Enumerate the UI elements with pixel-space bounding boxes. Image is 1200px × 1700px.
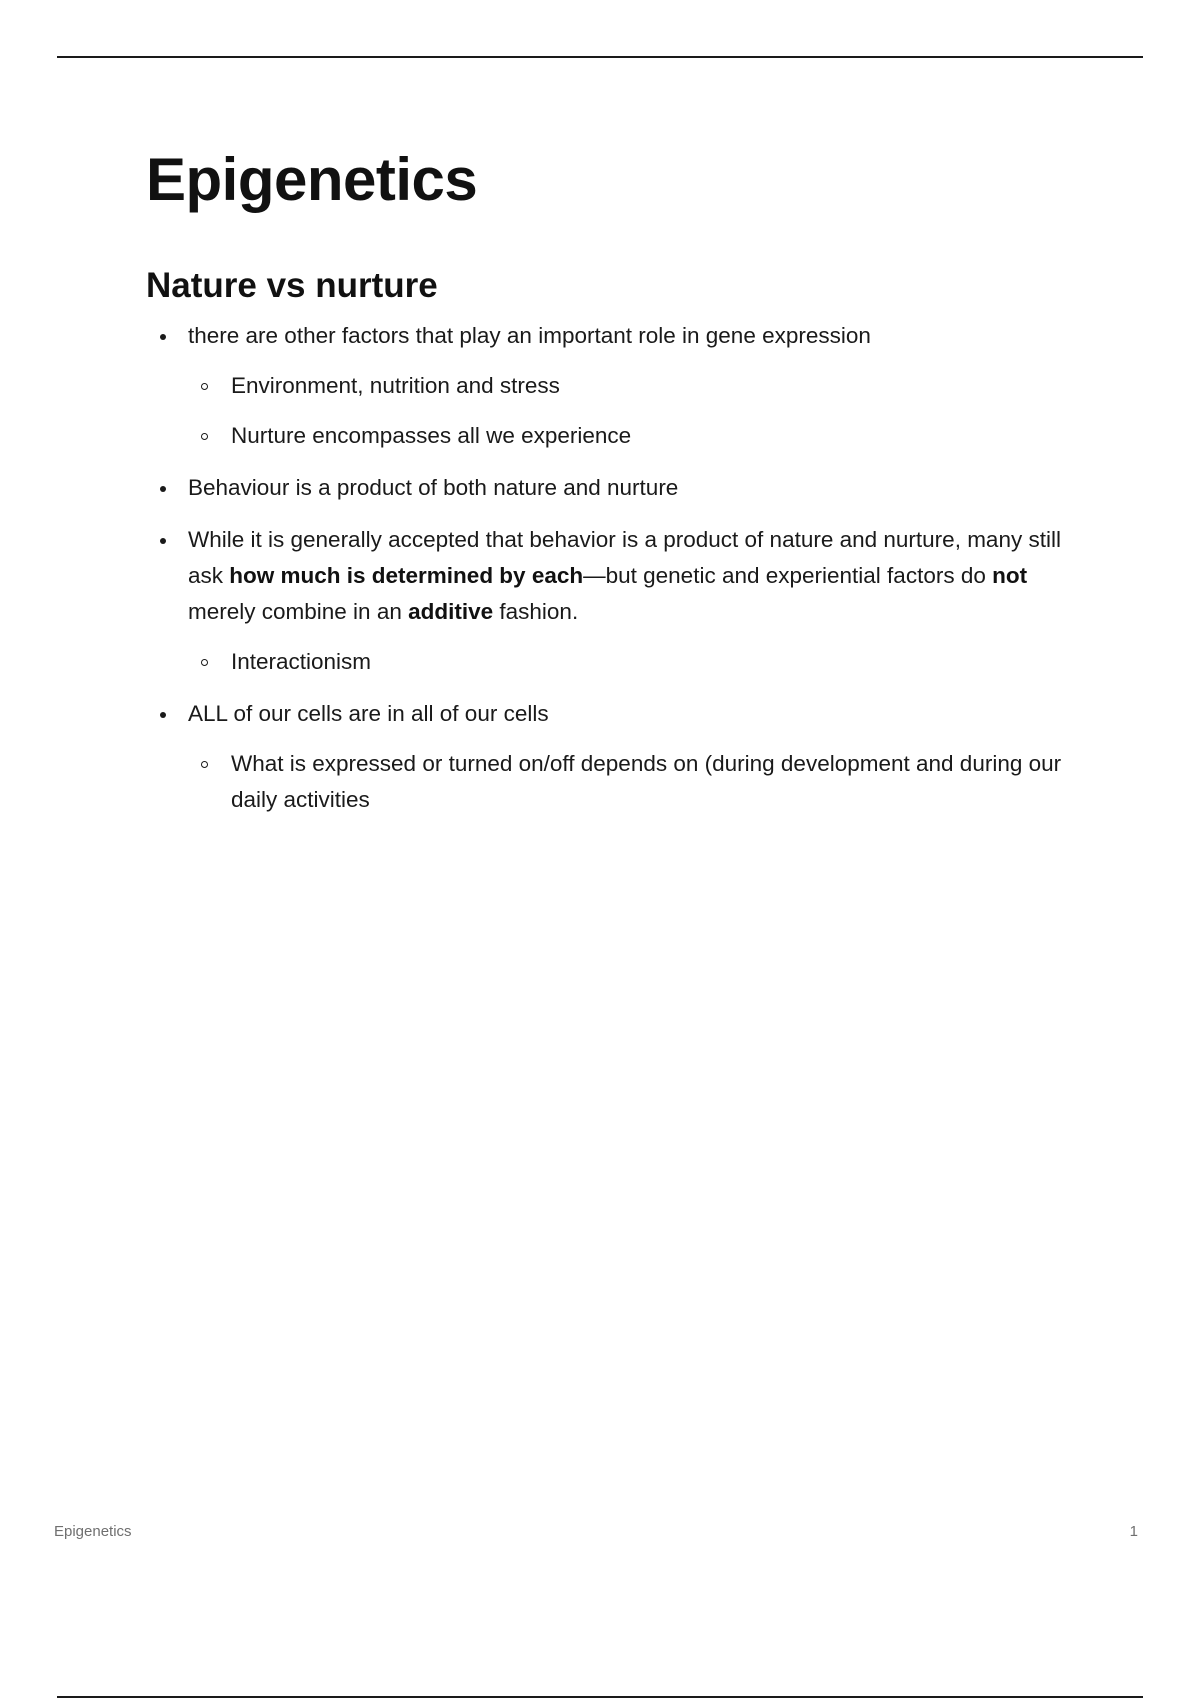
bullet-disc-icon — [160, 334, 166, 340]
sub-list-item-text: Nurture encompasses all we experience — [231, 423, 632, 448]
bullet-circle-icon — [201, 433, 208, 440]
sub-list-item — [188, 418, 1086, 454]
bullet-circle-icon — [201, 383, 208, 390]
section-heading: Nature vs nurture — [146, 266, 438, 305]
text-run: fashion. — [493, 599, 579, 624]
bold-text: additive — [408, 599, 494, 624]
top-rule — [57, 56, 1143, 58]
bullet-disc-icon — [160, 538, 166, 544]
list-item — [146, 696, 1086, 818]
sub-list-item — [188, 746, 1086, 818]
sub-list-item-text: Interactionism — [231, 649, 372, 674]
footer-title: Epigenetics — [54, 1523, 132, 1540]
bullet-circle-icon — [201, 761, 208, 768]
page-title: Epigenetics — [146, 146, 478, 213]
list-item-text — [188, 527, 1061, 624]
sub-list-item-text: What is expressed or turned on/off depends on (during development and during our daily activities — [231, 751, 1062, 812]
sub-list — [188, 368, 1086, 454]
sub-list — [188, 644, 1086, 680]
text-run: While it is generally accepted that behavior is a product of nature and nurture, many still ask — [188, 527, 1061, 588]
footer-page-number: 1 — [1129, 1523, 1138, 1540]
sub-list — [188, 746, 1086, 818]
list-item — [146, 470, 1086, 506]
text-run: —but genetic and experiential factors do — [583, 563, 993, 588]
bullet-disc-icon — [160, 712, 166, 718]
bottom-rule — [57, 1696, 1143, 1698]
list-item-text: there are other factors that play an important role in gene expression — [188, 323, 871, 348]
sub-list-item-text: Environment, nutrition and stress — [231, 373, 560, 398]
bullet-list — [146, 318, 1086, 818]
list-item — [146, 318, 1086, 454]
list-item-text: Behaviour is a product of both nature and nurture — [188, 475, 679, 500]
bold-text: not — [992, 563, 1028, 588]
page-content — [146, 140, 1086, 818]
list-item-text: ALL of our cells are in all of our cells — [188, 701, 549, 726]
bold-text: how much is determined by each — [229, 563, 584, 588]
bullet-disc-icon — [160, 486, 166, 492]
list-item — [146, 522, 1086, 680]
bullet-circle-icon — [201, 659, 208, 666]
sub-list-item — [188, 644, 1086, 680]
sub-list-item — [188, 368, 1086, 404]
text-run: merely combine in an — [188, 599, 409, 624]
